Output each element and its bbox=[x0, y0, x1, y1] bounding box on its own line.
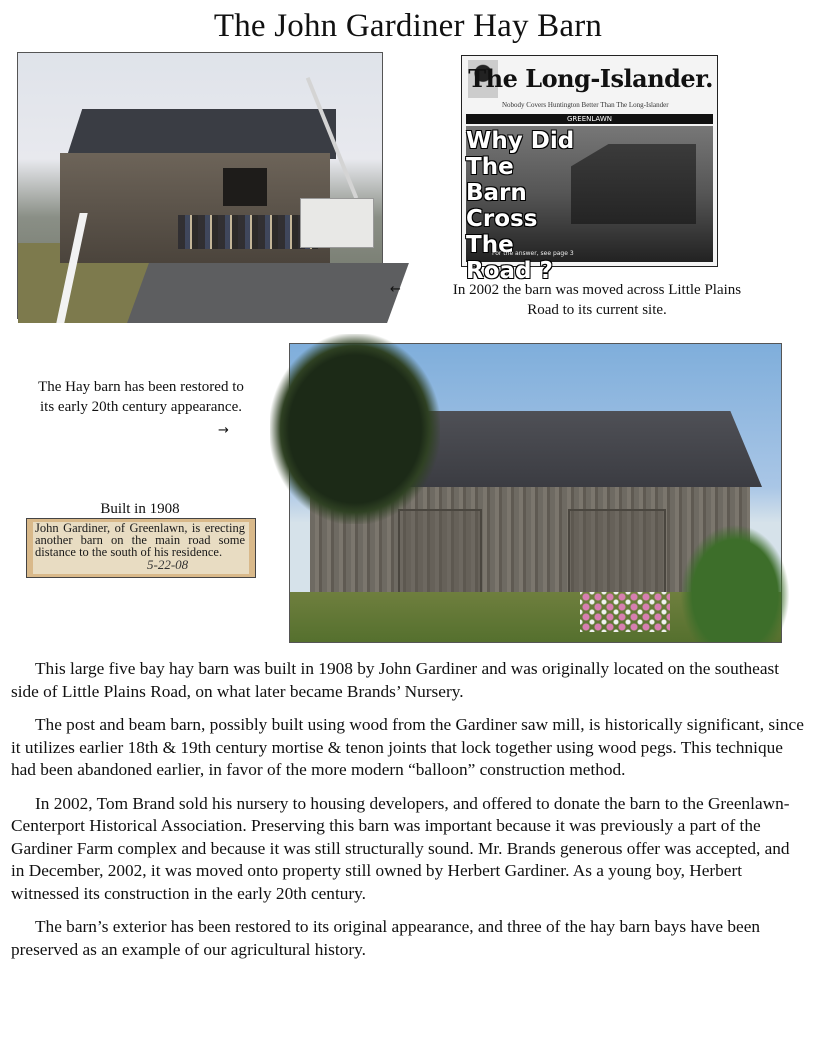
page-title: The John Gardiner Hay Barn bbox=[213, 8, 603, 44]
newspaper-subline: Nobody Covers Huntington Better Than The Long-Islander bbox=[502, 101, 669, 109]
photo-barn-door bbox=[568, 509, 666, 595]
newspaper-section: GREENLAWN bbox=[466, 114, 713, 124]
paragraph: The post and beam barn, possibly built using wood from the Gardiner saw mill, is historically significant, since it utilizes earlier 18th & 19th century mortise & tenon joints that lock together using wood pegs. This technique had been abandoned earlier, in favor of the more modern “balloon” construction method. bbox=[11, 715, 804, 779]
newspaper-photo-caption: For the answer, see page 3 bbox=[492, 250, 574, 257]
restored-caption: The Hay barn has been restored to its early 20th century appearance. bbox=[38, 379, 244, 415]
photo-tree bbox=[270, 334, 440, 524]
photo-barn-roof bbox=[66, 109, 336, 159]
paragraph: The barn’s exterior has been restored to its original appearance, and three of the hay barn bays have been preserved as an example of our agricultural history. bbox=[11, 917, 761, 959]
move-caption: In 2002 the barn was moved across Little Plains Road to its current site. bbox=[452, 282, 742, 318]
photo-truck bbox=[300, 198, 374, 248]
barn-move-photo bbox=[17, 52, 383, 319]
left-arrow-icon: ← bbox=[390, 282, 401, 297]
newspaper-headline: Why Did The Barn Cross The Road ? bbox=[466, 128, 575, 284]
paragraph: In 2002, Tom Brand sold his nursery to housing developers, and offered to donate the barn to the Greenlawn-Centerport Historical Association. Preserving this barn was important because it was previously a part of the Gardiner Farm complex and because it was still structurally sound. Mr. Brands generous offer was accepted, and in December, 2002, it was moved onto property still owned by Herbert Gardiner. As a young boy, Herbert witnessed its construction in the early 20th century. bbox=[11, 793, 790, 903]
photo-road bbox=[127, 263, 409, 323]
newspaper-masthead: The Long-Islander. bbox=[468, 64, 713, 93]
snippet-date: 5-22-08 bbox=[147, 557, 189, 572]
photo-crowd bbox=[178, 215, 318, 249]
restored-barn-photo bbox=[289, 343, 782, 643]
newspaper-clipping bbox=[461, 55, 718, 284]
newspaper-photo-barn bbox=[571, 144, 696, 224]
built-label: Built in 1908 bbox=[100, 501, 180, 517]
snippet-text: John Gardiner, of Greenlawn, is erecting another barn on the main road some distance to the south of his residence. bbox=[35, 521, 245, 559]
article-body bbox=[11, 658, 807, 972]
photo-flowers bbox=[580, 592, 670, 632]
right-arrow-icon: → bbox=[218, 423, 229, 438]
newspaper-snippet bbox=[26, 518, 256, 578]
photo-bush bbox=[680, 524, 790, 642]
photo-barn-door bbox=[223, 168, 267, 206]
paragraph: This large five bay hay barn was built in 1908 by John Gardiner and was originally located on the southeast side of Little Plains Road, on what later became Brands’ Nursery. bbox=[11, 659, 780, 701]
